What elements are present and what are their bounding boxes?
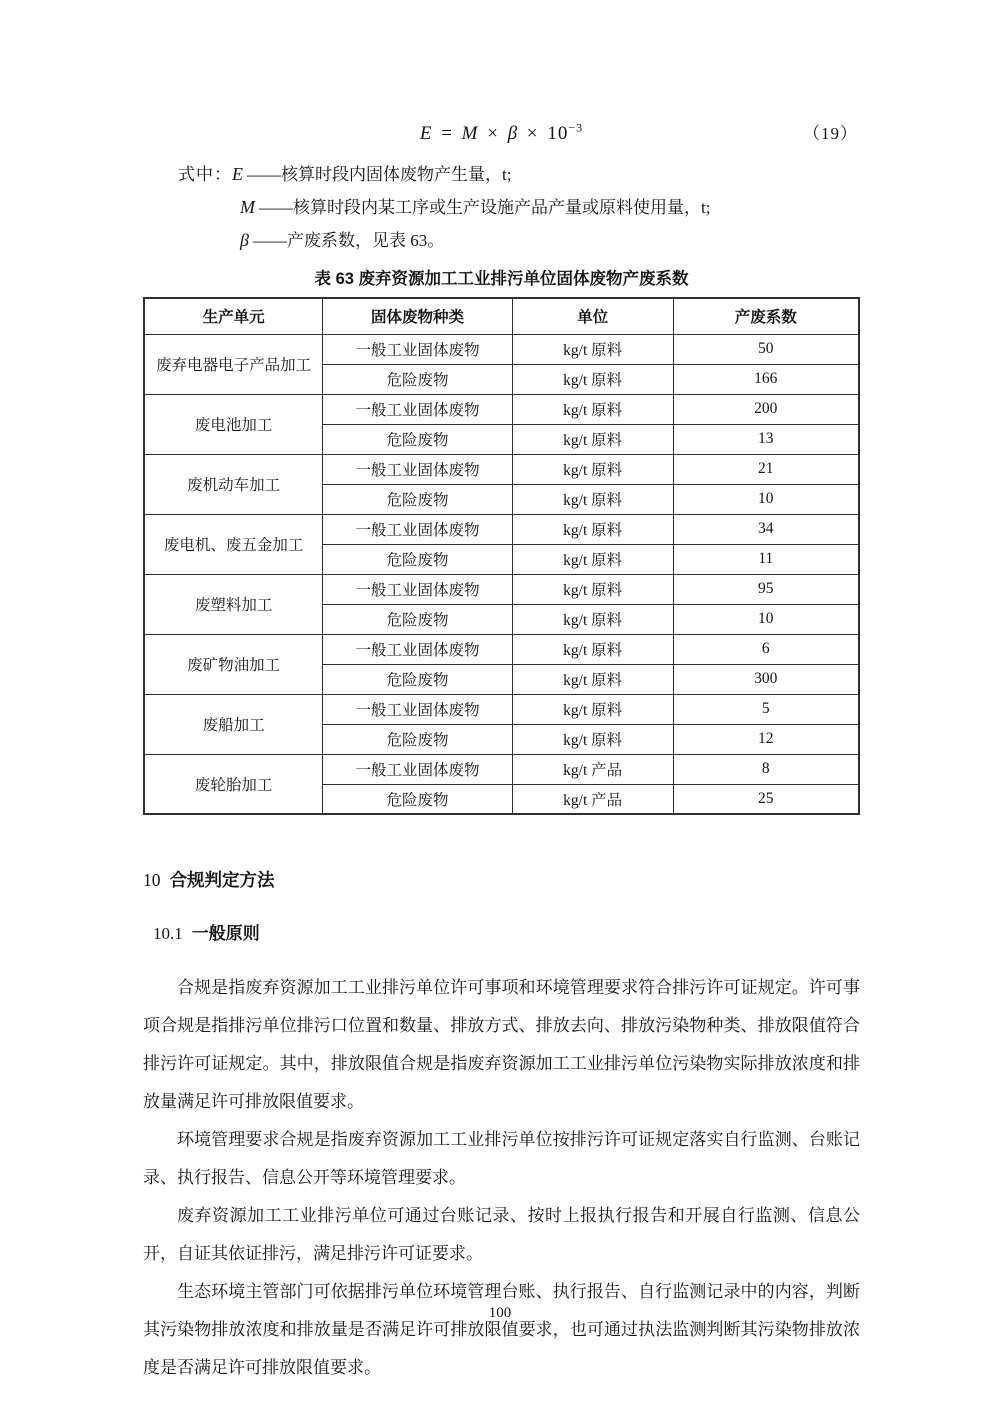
equals-sign: = — [441, 123, 453, 144]
section-10-heading — [143, 867, 860, 893]
coefficient-cell: 95 — [673, 574, 859, 604]
waste-type-cell: 一般工业固体废物 — [323, 574, 512, 604]
coefficient-cell: 21 — [673, 454, 859, 484]
multiply-sign: × — [487, 123, 499, 144]
measure-unit-cell: kg/t 原料 — [512, 424, 673, 454]
coefficient-cell: 50 — [673, 334, 859, 364]
waste-type-cell: 一般工业固体废物 — [323, 634, 512, 664]
table-body — [144, 334, 859, 814]
waste-type-cell: 一般工业固体废物 — [323, 454, 512, 484]
measure-unit-cell: kg/t 原料 — [512, 724, 673, 754]
coefficient-cell: 12 — [673, 724, 859, 754]
waste-coefficient-table — [143, 297, 860, 815]
measure-unit-cell: kg/t 原料 — [512, 694, 673, 724]
definition-E: ——核算时段内固体废物产生量，t; — [247, 165, 512, 184]
header-coefficient: 产废系数 — [673, 298, 859, 334]
equation-var-E: E — [419, 123, 433, 144]
waste-type-cell: 危险废物 — [323, 544, 512, 574]
coefficient-cell: 5 — [673, 694, 859, 724]
coefficient-cell: 10 — [673, 484, 859, 514]
waste-type-cell: 危险废物 — [323, 484, 512, 514]
table-header-row — [144, 298, 859, 334]
symbol-M: M — [240, 197, 255, 217]
equation-19 — [143, 118, 860, 150]
waste-type-cell: 危险废物 — [323, 724, 512, 754]
symbol-beta: β — [240, 230, 249, 250]
coefficient-cell: 6 — [673, 634, 859, 664]
production-unit-cell: 废船加工 — [144, 694, 323, 754]
coefficient-cell: 200 — [673, 394, 859, 424]
table-row — [144, 454, 859, 484]
section-10-1-heading — [153, 921, 860, 947]
waste-type-cell: 一般工业固体废物 — [323, 514, 512, 544]
header-production-unit: 生产单元 — [144, 298, 323, 334]
measure-unit-cell: kg/t 原料 — [512, 664, 673, 694]
multiply-sign: × — [526, 123, 539, 144]
measure-unit-cell: kg/t 原料 — [512, 634, 673, 664]
section-title: 一般原则 — [191, 924, 260, 943]
coefficient-cell: 10 — [673, 604, 859, 634]
measure-unit-cell: kg/t 原料 — [512, 484, 673, 514]
coefficient-cell: 300 — [673, 664, 859, 694]
equation-body — [419, 120, 584, 144]
measure-unit-cell: kg/t 原料 — [512, 544, 673, 574]
production-unit-cell: 废轮胎加工 — [144, 754, 323, 814]
coefficient-cell: 11 — [673, 544, 859, 574]
definition-beta: ——产废系数，见表 63。 — [252, 231, 445, 250]
equation-var-beta: β — [507, 123, 519, 144]
table-row — [144, 574, 859, 604]
measure-unit-cell: kg/t 原料 — [512, 334, 673, 364]
page-number: 100 — [488, 1305, 512, 1321]
body-paragraphs — [143, 969, 860, 1387]
section-number: 10 — [143, 870, 161, 890]
waste-type-cell: 一般工业固体废物 — [323, 394, 512, 424]
waste-type-cell: 一般工业固体废物 — [323, 334, 512, 364]
where-row-beta — [240, 224, 860, 257]
measure-unit-cell: kg/t 原料 — [512, 514, 673, 544]
measure-unit-cell: kg/t 原料 — [512, 574, 673, 604]
waste-type-cell: 危险废物 — [323, 364, 512, 394]
production-unit-cell: 废电机、废五金加工 — [144, 514, 323, 574]
measure-unit-cell: kg/t 原料 — [512, 364, 673, 394]
table-row — [144, 694, 859, 724]
table-63-title: 表 63 废弃资源加工工业排污单位固体废物产废系数 — [314, 270, 689, 288]
equation-base: 10 — [547, 123, 569, 144]
waste-type-cell: 一般工业固体废物 — [323, 754, 512, 784]
table-row — [144, 334, 859, 364]
equation-var-M: M — [461, 123, 479, 144]
table-row — [144, 634, 859, 664]
waste-type-cell: 一般工业固体废物 — [323, 694, 512, 724]
production-unit-cell: 废电池加工 — [144, 394, 323, 454]
where-definitions — [178, 158, 860, 257]
measure-unit-cell: kg/t 原料 — [512, 454, 673, 484]
table-row — [144, 754, 859, 784]
where-row-M — [240, 191, 860, 224]
measure-unit-cell: kg/t 原料 — [512, 394, 673, 424]
section-number: 10.1 — [153, 924, 183, 943]
paragraph: 环境管理要求合规是指废弃资源加工工业排污单位按排污许可证规定落实自行监测、台账记录、执行报告、信息公开等环境管理要求。 — [143, 1130, 860, 1187]
definition-M: ——核算时段内某工序或生产设施产品产量或原料使用量，t; — [259, 198, 711, 217]
paragraph: 合规是指废弃资源加工工业排污单位许可事项和环境管理要求符合排污许可证规定。许可事项合规是指排污单位排污口位置和数量、排放方式、排放去向、排放污染物种类、排放限值符合排污许可证规定。其中，排放限值合规是指废弃资源加工工业排污单位污染物实际排放浓度和排放量满足许可排放限值要求。 — [143, 978, 860, 1111]
table-row — [144, 514, 859, 544]
waste-type-cell: 危险废物 — [323, 424, 512, 454]
coefficient-cell: 166 — [673, 364, 859, 394]
waste-type-cell: 危险废物 — [323, 784, 512, 814]
production-unit-cell: 废矿物油加工 — [144, 634, 323, 694]
coefficient-cell: 34 — [673, 514, 859, 544]
header-waste-type: 固体废物种类 — [323, 298, 512, 334]
symbol-E: E — [232, 164, 243, 184]
production-unit-cell: 废弃电器电子产品加工 — [144, 334, 323, 394]
waste-type-cell: 危险废物 — [323, 664, 512, 694]
waste-type-cell: 危险废物 — [323, 604, 512, 634]
paragraph: 废弃资源加工工业排污单位可通过台账记录、按时上报执行报告和开展自行监测、信息公开，自证其依证排污，满足排污许可证要求。 — [143, 1206, 860, 1263]
coefficient-cell: 8 — [673, 754, 859, 784]
table-row — [144, 394, 859, 424]
paragraph: 生态环境主管部门可依据排污单位环境管理台账、执行报告、自行监测记录中的内容，判断其污染物排放浓度和排放量是否满足许可排放限值要求，也可通过执法监测判断其污染物排放浓度是否满足许可排放限值要求。 — [143, 1282, 860, 1377]
coefficient-cell: 25 — [673, 784, 859, 814]
measure-unit-cell: kg/t 原料 — [512, 604, 673, 634]
production-unit-cell: 废机动车加工 — [144, 454, 323, 514]
where-label: 式中： — [178, 165, 232, 184]
measure-unit-cell: kg/t 产品 — [512, 784, 673, 814]
header-unit: 单位 — [512, 298, 673, 334]
where-row-E — [178, 158, 860, 191]
section-title: 合规判定方法 — [169, 870, 275, 890]
equation-number: （19） — [803, 124, 858, 143]
coefficient-cell: 13 — [673, 424, 859, 454]
production-unit-cell: 废塑料加工 — [144, 574, 323, 634]
equation-exponent: −3 — [568, 120, 584, 135]
measure-unit-cell: kg/t 产品 — [512, 754, 673, 784]
